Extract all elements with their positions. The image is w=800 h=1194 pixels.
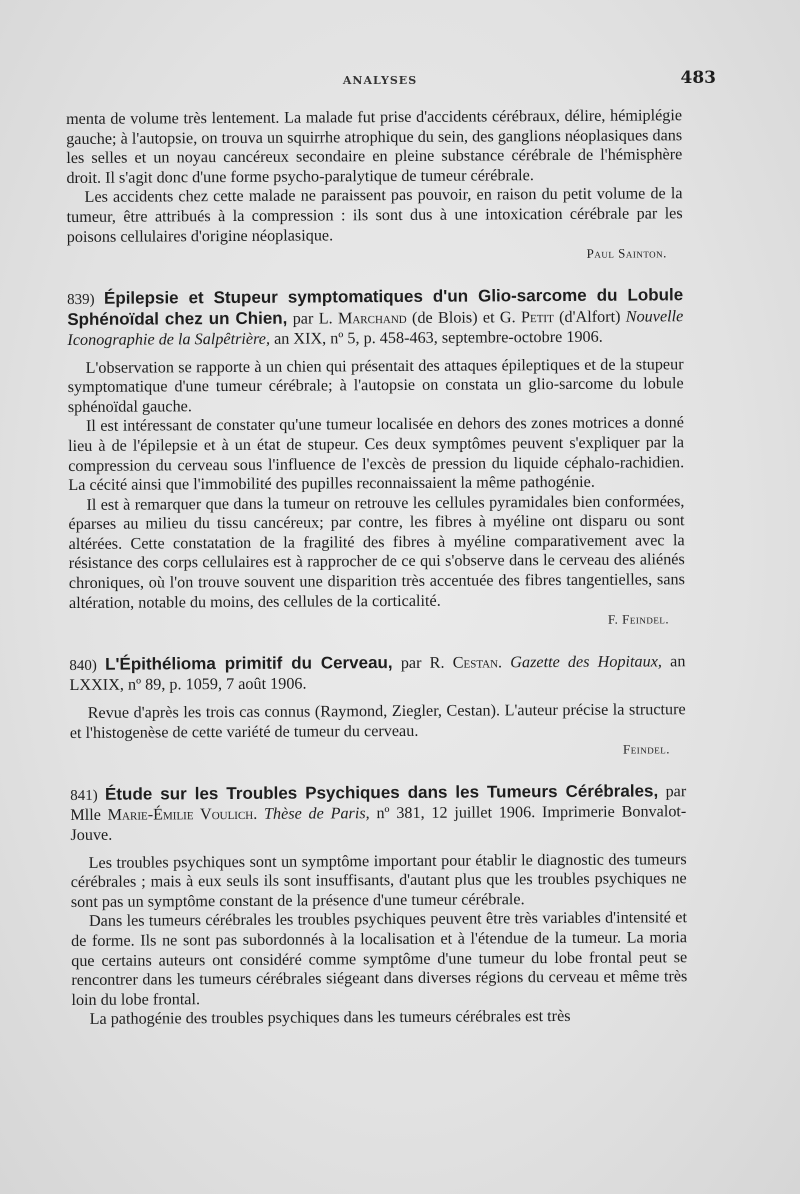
- entry-journal: Thèse de Paris,: [263, 804, 370, 824]
- entry-reference: nº 381, 12 juillet 1906. Imprimerie Bonvalot-Jouve.: [70, 802, 687, 844]
- entry-author-extra: (d'Alfort): [559, 307, 621, 327]
- entry-by: par: [400, 653, 422, 672]
- entry-author: L. Marchand: [318, 309, 407, 328]
- entry-paragraph: Dans les tumeurs cérébrales les troubles psychiques peuvent être très variables d'intensité et de forme. Ils ne sont pas subordonnés à la localisation et à l'étendue de la tumeur. La moria que certains auteurs ont considéré comme symptôme d'une tumeur du lobe frontal peut se rencontrer dans les tumeurs cérébrales siégeant dans diverses régions du cerveau et même très loin du lobe frontal.: [71, 908, 688, 1009]
- signature: Feindel.: [622, 741, 670, 757]
- entry-author: R. Cestan.: [429, 653, 503, 672]
- entry-heading: [70, 781, 686, 846]
- entry-839: [67, 285, 685, 633]
- signature: F. Feindel.: [607, 611, 670, 627]
- running-head: ANALYSES: [342, 74, 418, 87]
- entry-author: Marie-Émilie Voulich.: [107, 805, 258, 825]
- page-header: [70, 68, 716, 94]
- entry-paragraph: La pathogénie des troubles psychiques dans les tumeurs cérébrales est très: [89, 1007, 571, 1029]
- entry-heading: [69, 651, 685, 696]
- intro-paragraph-2: Les accidents chez cette malade ne paraissent pas pouvoir, en raison du petit volume de la tumeur, être attribués à la compression : ils sont dus à une intoxication cérébrale par les poisons cellulaires d'origine néoplasique.: [66, 184, 683, 246]
- signature: Paul Sainton.: [586, 245, 667, 261]
- entry-paragraph: Il est à remarquer que dans la tumeur on retrouve les cellules pyramidales bien conformées, éparses au milieu du tissu cancéreux; par contre, les fibres à myéline ont disparu ou sont altérées. Cette constatation de la fragilité des fibres à myéline comparativement avec la résistance des corps cellulaires est à rapprocher de ce qui s'observe dans le cerveau des aliénés chroniques, où l'on trouve souvent une disparition très accentuée des fibres tangentielles, sans altération, notable du moins, des cellules de la corticalité.: [68, 491, 685, 612]
- entry-heading: [67, 285, 683, 351]
- entry-by: par: [292, 309, 314, 328]
- entry-title: L'Épithélioma primitif du Cerveau,: [105, 652, 393, 674]
- entry-author-extra: (de Blois) et: [411, 308, 495, 328]
- entry-title: Épilepsie et Stupeur symptomatiques d'un Glio-sarcome du Lobule Sphénoïdal chez un Chien,: [67, 284, 684, 330]
- entry-author: G. Petit: [499, 308, 554, 327]
- entry-number: 841): [70, 787, 98, 804]
- entry-840: [69, 651, 686, 763]
- entry-by: par Mlle: [70, 782, 687, 825]
- entry-reference: an LXXIX, nº 89, p. 1059, 7 août 1906.: [69, 652, 686, 695]
- entry-number: 840): [69, 657, 97, 674]
- page-number: 483: [680, 68, 716, 88]
- intro-paragraph-1: menta de volume très lentement. La malade fut prise d'accidents cérébraux, délire, hémiplégie gauche; à l'autopsie, on trouva un squirrhe atrophique du sein, des ganglions néoplasiques dans les selles et un noyau cancéreux secondaire en pleine substance cérébrale de l'hémisphère droit. Il s'agit donc d'une forme psycho-paralytique de tumeur cérébrale.: [66, 106, 683, 187]
- body-text: [66, 106, 688, 1030]
- entry-number: 839): [67, 291, 95, 308]
- entry-journal: Gazette des Hopitaux,: [510, 652, 663, 672]
- entry-paragraph: Revue d'après les trois cas connus (Raymond, Ziegler, Cestan). L'auteur précise la structure et l'histogenèse de cette variété de tumeur du cerveau.: [69, 700, 686, 742]
- entry-paragraph: Il est intéressant de constater qu'une tumeur localisée en dehors des zones motrices a donné lieu à de l'épilepsie et à un état de stupeur. Ces deux symptômes peuvent s'expliquer par la compression du cerveau sous l'influence de l'excès de pression du liquide céphalo-rachidien. La cécité ainsi que l'immobilité des pupilles reconnaissaient la même pathogénie.: [67, 413, 685, 495]
- entry-paragraph: L'observation se rapporte à un chien qui présentait des attaques épileptiques et de la stupeur symptomatique d'une tumeur cérébrale; à l'autopsie on constata un glio-sarcome du lobule sphénoïdal gauche.: [67, 354, 684, 416]
- entry-paragraph: Les troubles psychiques sont un symptôme important pour établir le diagnostic des tumeurs cérébrales ; mais à eux seuls ils sont insuffisants, d'autant plus que les troubles psychiques ne sont pas un symptôme constant de la présence d'une tumeur cérébrale.: [70, 849, 687, 911]
- entry-reference: an XIX, nº 5, p. 458-463, septembre-octobre 1906.: [274, 327, 603, 348]
- entry-title: Étude sur les Troubles Psychiques dans les Tumeurs Cérébrales,: [104, 781, 659, 804]
- entry-journal: Nouvelle Iconographie de la Salpêtrière,: [67, 307, 684, 349]
- entry-841: [70, 781, 687, 1030]
